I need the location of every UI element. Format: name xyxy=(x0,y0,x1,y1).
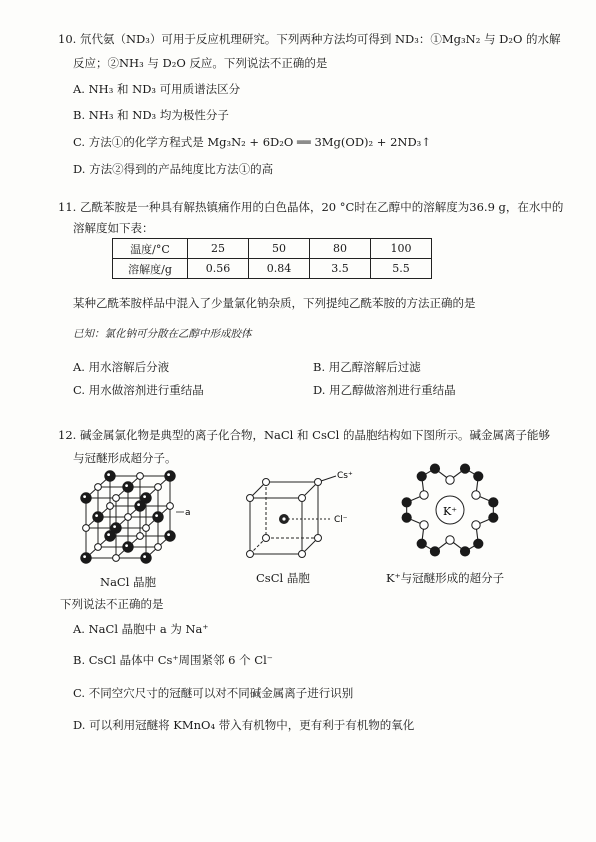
large-ion xyxy=(123,542,133,552)
q10-option-c: C. 方法①的化学方程式是 Mg₃N₂ + 6D₂O ══ 3Mg(OD)₂ + 2ND₃↑ xyxy=(73,135,431,149)
ion-highlight xyxy=(155,514,158,517)
caption-crown: K⁺与冠醚形成的超分子 xyxy=(386,571,505,585)
solubility-table xyxy=(112,238,432,279)
q11-stem-line3: 某种乙酰苯胺样品中混入了少量氯化钠杂质，下列提纯乙酰苯胺的方法正确的是 xyxy=(73,296,476,310)
small-ion xyxy=(167,503,174,510)
q12-stem-line2: 与冠醚形成超分子。 xyxy=(73,451,177,465)
q10-option-b: B. NH₃ 和 ND₃ 均为极性分子 xyxy=(73,108,229,122)
caption-cscl: CsCl 晶胞 xyxy=(256,571,310,585)
carbon-atom xyxy=(460,547,469,556)
carbon-atom xyxy=(417,472,426,481)
q10-stem-line2: 反应；②NH₃ 与 D₂O 反应。下列说法不正确的是 xyxy=(73,56,328,70)
large-ion xyxy=(111,523,121,533)
carbon-atom xyxy=(402,498,411,507)
q12-stem-line1: 12. 碱金属氯化物是典型的离子化合物，NaCl 和 CsCl 的晶胞结构如下图所示。碱金属离子能够 xyxy=(58,428,550,442)
ion-highlight xyxy=(125,484,128,487)
small-ion xyxy=(155,484,162,491)
label-k: K⁺ xyxy=(443,505,458,518)
q12-option-d: D. 可以利用冠醚将 KMnO₄ 带入有机物中，更有利于有机物的氧化 xyxy=(73,718,415,732)
ion-highlight xyxy=(107,473,110,476)
q11-option-d: D. 用乙醇做溶剂进行重结晶 xyxy=(313,383,456,397)
small-ion xyxy=(137,533,144,540)
table-cell: 0.84 xyxy=(249,259,310,279)
large-ion xyxy=(153,512,163,522)
table-cell: 100 xyxy=(371,239,432,259)
crown-ether-supramolecule-figure xyxy=(398,458,508,568)
q12-option-b: B. CsCl 晶体中 Cs⁺周围紧邻 6 个 Cl⁻ xyxy=(73,653,273,667)
label-cl: Cl⁻ xyxy=(334,515,348,525)
table-cell: 0.56 xyxy=(188,259,249,279)
ion-highlight xyxy=(167,533,170,536)
ion-highlight xyxy=(167,473,170,476)
small-ion xyxy=(107,503,114,510)
table-cell: 3.5 xyxy=(310,259,371,279)
label-a: a xyxy=(185,508,191,518)
table-row xyxy=(113,259,432,279)
small-ion xyxy=(113,495,120,502)
large-ion xyxy=(165,471,175,481)
small-ion xyxy=(143,525,150,532)
small-ion xyxy=(95,484,102,491)
table-cell: 温度/°C xyxy=(113,239,188,259)
oxygen-atom xyxy=(472,491,480,499)
q10-option-d: D. 方法②得到的产品纯度比方法①的高 xyxy=(73,162,274,176)
ion-highlight xyxy=(83,495,86,498)
small-ion xyxy=(137,473,144,480)
small-ion xyxy=(95,544,102,551)
table-cell: 50 xyxy=(249,239,310,259)
large-ion xyxy=(141,493,151,503)
ion-highlight xyxy=(107,533,110,536)
q11-note: 已知：氯化钠可分散在乙醇中形成胶体 xyxy=(73,328,252,340)
carbon-atom xyxy=(402,513,411,522)
ion-highlight xyxy=(113,525,116,528)
carbon-atom xyxy=(489,498,498,507)
table-cell: 25 xyxy=(188,239,249,259)
carbon-atom xyxy=(474,539,483,548)
oxygen-atom xyxy=(472,521,480,529)
table-cell: 5.5 xyxy=(371,259,432,279)
carbon-atom xyxy=(430,547,439,556)
q11-stem-line2: 溶解度如下表： xyxy=(73,221,154,235)
q11-option-b: B. 用乙醇溶解后过滤 xyxy=(313,360,421,374)
ion-highlight xyxy=(125,544,128,547)
table-row xyxy=(113,239,432,259)
table-cell: 80 xyxy=(310,239,371,259)
q11-option-a: A. 用水溶解后分液 xyxy=(73,360,170,374)
carbon-atom xyxy=(474,472,483,481)
large-ion xyxy=(123,482,133,492)
small-ion xyxy=(155,544,162,551)
caption-nacl: NaCl 晶胞 xyxy=(100,575,157,589)
carbon-atom xyxy=(460,464,469,473)
large-ion xyxy=(81,493,91,503)
large-ion xyxy=(105,471,115,481)
small-ion xyxy=(113,555,120,562)
q10-stem-line1: 10. 氘代氨（ND₃）可用于反应机理研究。下列两种方法均可得到 ND₃：①Mg₃N₂ 与 D₂O 的水解 xyxy=(58,32,561,46)
table-cell: 溶解度/g xyxy=(113,259,188,279)
small-ion xyxy=(125,514,132,521)
ion-highlight xyxy=(83,555,86,558)
oxygen-atom xyxy=(446,476,454,484)
carbon-atom xyxy=(430,464,439,473)
large-ion xyxy=(81,553,91,563)
q12-option-c: C. 不同空穴尺寸的冠醚可以对不同碱金属离子进行识别 xyxy=(73,686,354,700)
large-ion xyxy=(165,531,175,541)
carbon-atom xyxy=(417,539,426,548)
small-ion xyxy=(83,525,90,532)
oxygen-atom xyxy=(446,536,454,544)
large-ion xyxy=(141,553,151,563)
q10-option-a: A. NH₃ 和 ND₃ 可用质谱法区分 xyxy=(73,82,241,96)
oxygen-atom xyxy=(420,521,428,529)
carbon-atom xyxy=(489,513,498,522)
large-ion xyxy=(93,512,103,522)
cscl-unit-cell-figure xyxy=(240,470,360,570)
label-cs: Cs⁺ xyxy=(337,471,353,481)
q12-option-a: A. NaCl 晶胞中 a 为 Na⁺ xyxy=(73,622,209,636)
q12-lead: 下列说法不正确的是 xyxy=(60,597,164,611)
q11-stem-line1: 11. 乙酰苯胺是一种具有解热镇痛作用的白色晶体，20 °C时在乙醇中的溶解度为36.9 g，在水中的 xyxy=(58,200,564,214)
ion-highlight xyxy=(143,495,146,498)
q11-option-c: C. 用水做溶剂进行重结晶 xyxy=(73,383,204,397)
ion-highlight xyxy=(143,555,146,558)
nacl-unit-cell-figure xyxy=(74,470,194,570)
ion-highlight xyxy=(95,514,98,517)
oxygen-atom xyxy=(420,491,428,499)
ion-highlight xyxy=(137,503,140,506)
